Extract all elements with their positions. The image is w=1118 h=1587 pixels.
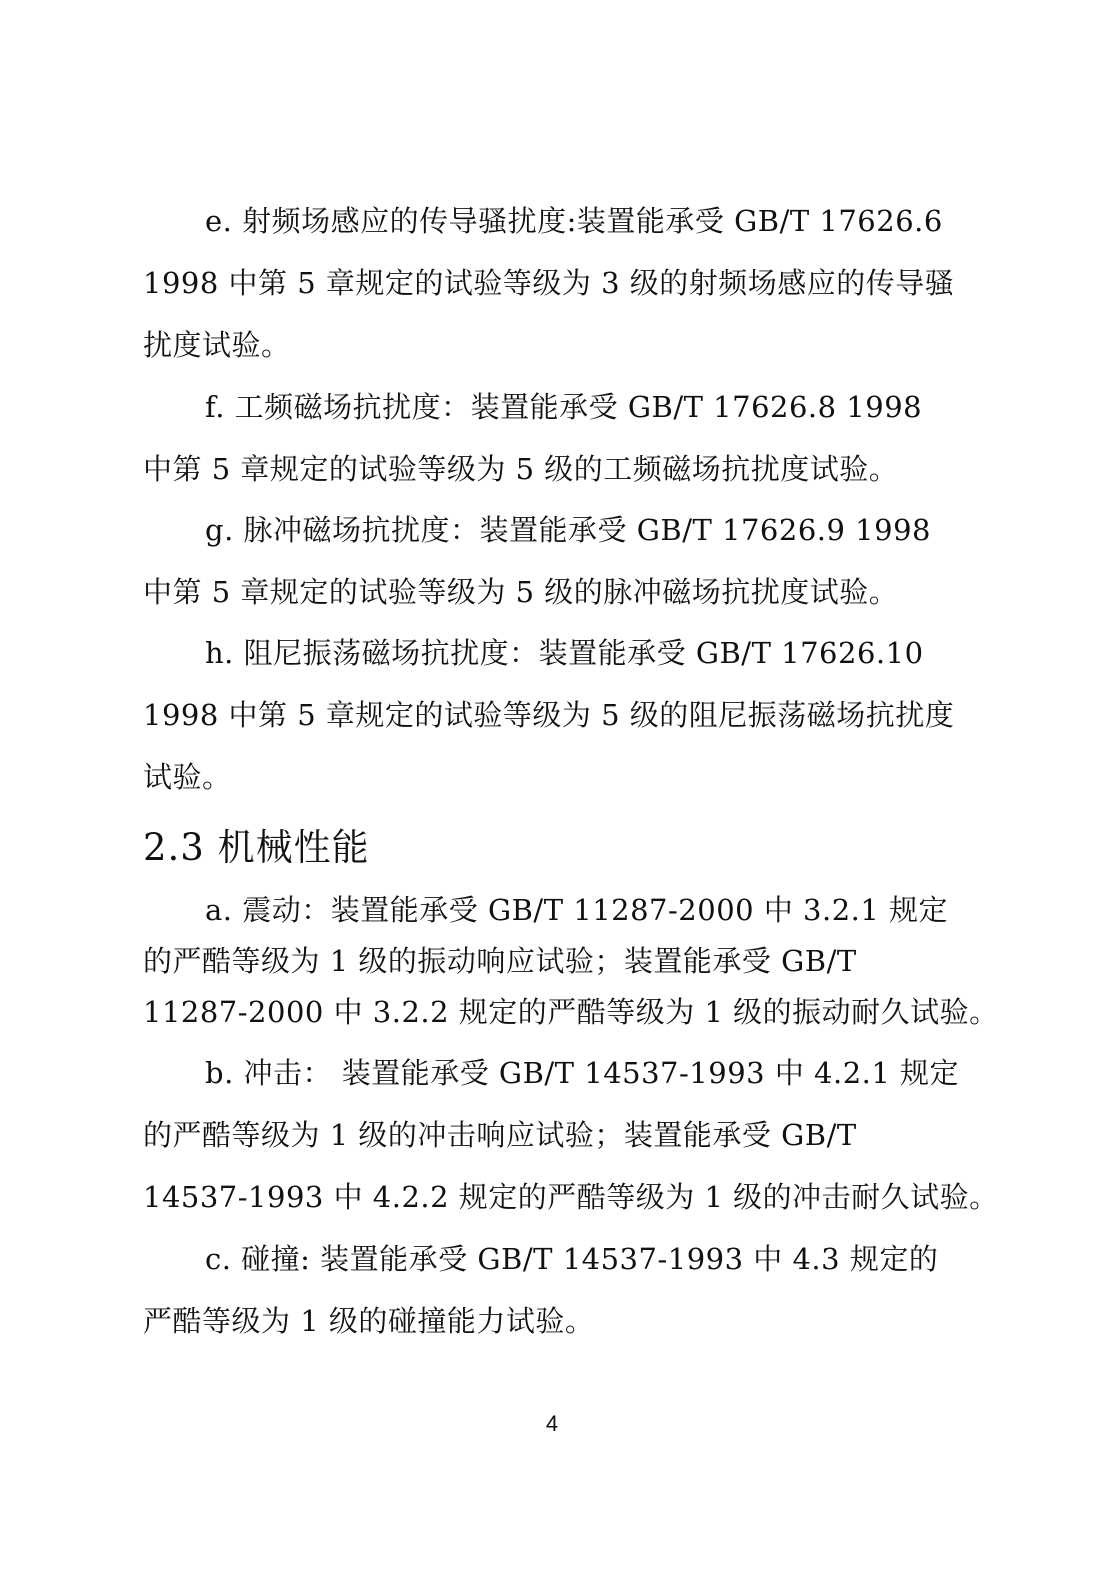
paragraph-line: 的严酷等级为 1 级的冲击响应试验；装置能承受 GB/T (143, 1118, 857, 1152)
paragraph-line: c. 碰撞: 装置能承受 GB/T 14537-1993 中 4.3 规定的 (205, 1242, 939, 1276)
paragraph-line: 的严酷等级为 1 级的振动响应试验；装置能承受 GB/T (143, 944, 857, 978)
paragraph-line: 中第 5 章规定的试验等级为 5 级的工频磁场抗扰度试验。 (143, 452, 899, 486)
page-number: 4 (545, 1411, 559, 1436)
paragraph-line: h. 阻尼振荡磁场抗扰度：装置能承受 GB/T 17626.10 (205, 636, 924, 670)
paragraph-line: 中第 5 章规定的试验等级为 5 级的脉冲磁场抗扰度试验。 (143, 575, 899, 609)
paragraph-line: 1998 中第 5 章规定的试验等级为 5 级的阻尼振荡磁场抗扰度 (143, 698, 955, 732)
paragraph-line: 11287-2000 中 3.2.2 规定的严酷等级为 1 级的振动耐久试验。 (143, 995, 999, 1029)
paragraph-line: 14537-1993 中 4.2.2 规定的严酷等级为 1 级的冲击耐久试验。 (143, 1180, 999, 1214)
paragraph-line: 试验。 (143, 760, 232, 794)
paragraph-line: 严酷等级为 1 级的碰撞能力试验。 (143, 1304, 595, 1338)
paragraph-line: 扰度试验。 (143, 328, 291, 362)
paragraph-c (143, 1228, 1003, 1352)
paragraph-line: b. 冲击： 装置能承受 GB/T 14537-1993 中 4.2.1 规定 (205, 1056, 960, 1090)
paragraph-line: f. 工频磁场抗扰度：装置能承受 GB/T 17626.8 1998 (205, 390, 923, 424)
paragraph-e (143, 190, 1003, 376)
paragraph-line: 1998 中第 5 章规定的试验等级为 3 级的射频场感应的传导骚 (143, 266, 955, 300)
section-heading: 2.3 机械性能 (143, 826, 370, 869)
paragraph-line: e. 射频场感应的传导骚扰度:装置能承受 GB/T 17626.6 (205, 204, 943, 238)
paragraph-h (143, 622, 1003, 808)
paragraph-b (143, 1042, 1003, 1228)
paragraph-line: g. 脉冲磁场抗扰度：装置能承受 GB/T 17626.9 1998 (205, 513, 931, 547)
paragraph-a (143, 885, 1003, 1038)
paragraph-f (143, 376, 1003, 500)
paragraph-g (143, 499, 1003, 623)
paragraph-line: a. 震动：装置能承受 GB/T 11287-2000 中 3.2.1 规定 (205, 893, 949, 927)
